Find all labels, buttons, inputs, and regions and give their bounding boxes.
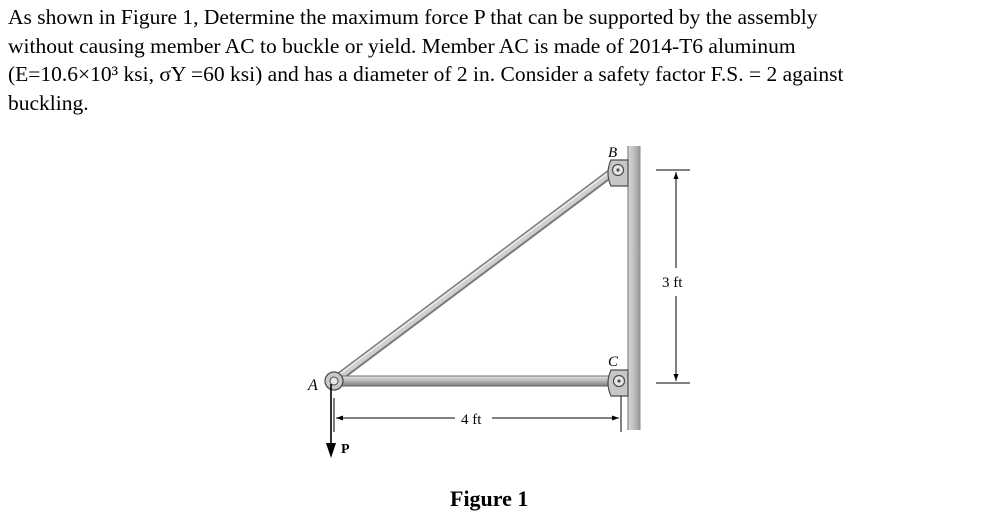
label-dim-vertical: 3 ft (662, 275, 683, 291)
pin-support-b (608, 160, 628, 186)
wall (628, 146, 640, 430)
problem-line-2: without causing member AC to buckle or yield. Member AC is made of 2014-T6 aluminum (8, 33, 796, 58)
problem-line-4: buckling. (8, 90, 89, 115)
member-ac (334, 376, 622, 386)
label-load-p: P (341, 442, 350, 457)
member-ab (333, 166, 618, 381)
problem-line-3: (E=10.6×10³ ksi, σY =60 ksi) and has a diameter of 2 in. Consider a safety factor F.S. = 2 against (8, 62, 844, 86)
label-dim-horizontal: 4 ft (461, 412, 482, 428)
label-point-c: C (608, 354, 619, 370)
label-point-a: A (308, 377, 318, 394)
label-point-b: B (608, 145, 618, 161)
pin-support-c (608, 370, 628, 396)
problem-line-1: As shown in Figure 1, Determine the maximum force P that can be supported by the assembly (8, 5, 818, 29)
figure-caption: Figure 1 (450, 486, 529, 511)
pin-joint-a (325, 372, 343, 390)
